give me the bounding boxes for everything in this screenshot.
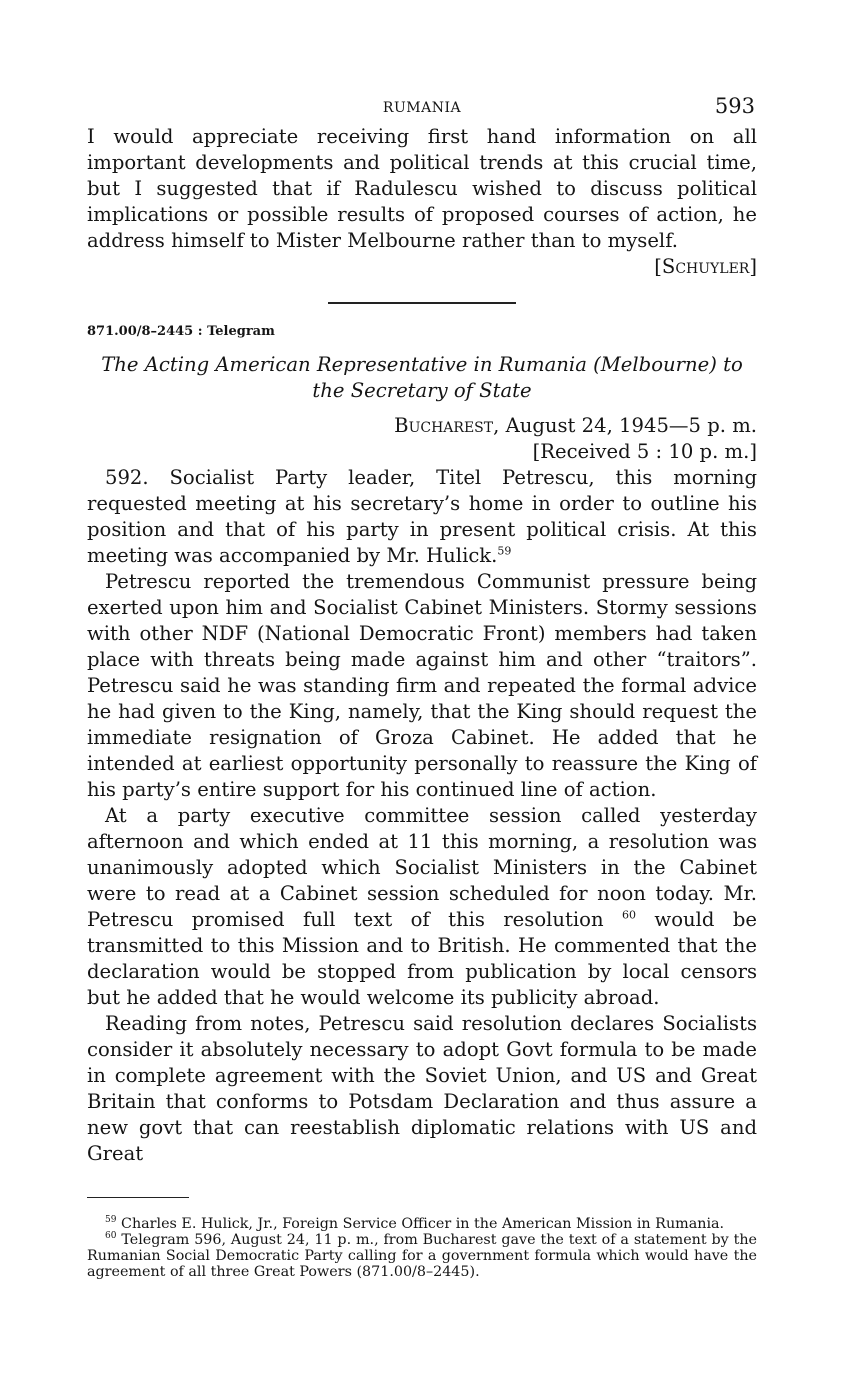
received-time: [Received 5 : 10 p. m.] [532,440,757,463]
document-page [87,92,757,1280]
paragraph-3-text-a: At a party executive committee session called yesterday afternoon and which ended at 11 this morning, a resolution was unanimously adopted which Socialist Ministers in the Cabinet were to read at a Cabinet session scheduled for noon today. Mr. Petrescu promised full text of this resolution [87,804,757,931]
footnote-59 [87,1216,757,1232]
continuation-paragraph: I would appreciate receiving first hand information on all important developments and political trends at this crucial time, but I suggested that if Radulescu wished to discuss political implications or possible results of proposed courses of action, he address himself to Mister Melbourne rather than to myself. [87,125,757,252]
paragraph-4: Reading from notes, Petrescu said resolution declares Socialists consider it absolutely necessary to adopt Govt formula to be made in complete agreement with the Soviet Union, and US and Great Britain that conforms to Potsdam Declaration and thus assure a new govt that can reestablish diplomatic relations with US and Great [87,1012,757,1165]
footnote-mark: 60 [105,1231,117,1242]
paragraph-1-text: 592. Socialist Party leader, Titel Petrescu, this morning requested meeting at his secretary’s home in order to outline his position and that of his party in present political crisis. At this meeting was accompanied by Mr. Hulick. [87,466,757,567]
running-header [87,92,757,124]
dateline-time: August 24, 1945—5 p. m. [505,414,757,437]
footnote-text: Charles E. Hulick, Jr., Foreign Service Officer in the American Mission in Rumania. [121,1216,725,1232]
paragraph-1 [87,465,757,569]
telegram-body [87,465,757,1167]
paragraph-2: Petrescu reported the tremendous Communist pressure being exerted upon him and Socialist Cabinet Ministers. Stormy sessions with other NDF (National Democratic Front) members had taken place with threats being made against him and other “traitors”. Petrescu said he was standing firm and repeated the formal advice he had given to the King, namely, that the King should request the immediate resignation of Groza Cabinet. He added that he intended at earliest opportunity personally to reassure the King of his party’s entire support for his continued line of action. [87,570,757,801]
footnote-mark: 59 [105,1215,117,1226]
file-reference: 871.00/8–2445 : Telegram [87,324,275,339]
document-title: The Acting American Representative in Rumania (Melbourne) to the Secretary of State [101,353,743,402]
footnotes [87,1216,757,1280]
footnote-text: Telegram 596, August 24, 11 p. m., from Bucharest gave the text of a statement by the Rumanian Social Democratic Party calling for a government formula which would have the agreement of all three Great Powers (871.00/8–2445). [87,1232,757,1280]
signature: [Schuyler] [654,255,757,278]
continuation-block [87,124,757,280]
paragraph-3-text-b: would be transmitted to this Mission and to British. He commented that the declaration would be stopped from publication by local censors but he added that he would welcome its publicity abroad. [87,908,757,1009]
running-title: RUMANIA [382,100,462,116]
dateline-place: Bucharest, [394,414,500,437]
page-number: 593 [714,94,755,118]
footnote-ref-59: 59 [497,544,512,558]
section-divider [328,302,516,304]
paragraph-3 [87,803,757,1011]
dateline [87,413,757,465]
footnote-divider [87,1197,189,1198]
footnote-60 [87,1232,757,1280]
footnote-ref-60: 60 [622,908,636,922]
dateline-date [87,413,757,439]
